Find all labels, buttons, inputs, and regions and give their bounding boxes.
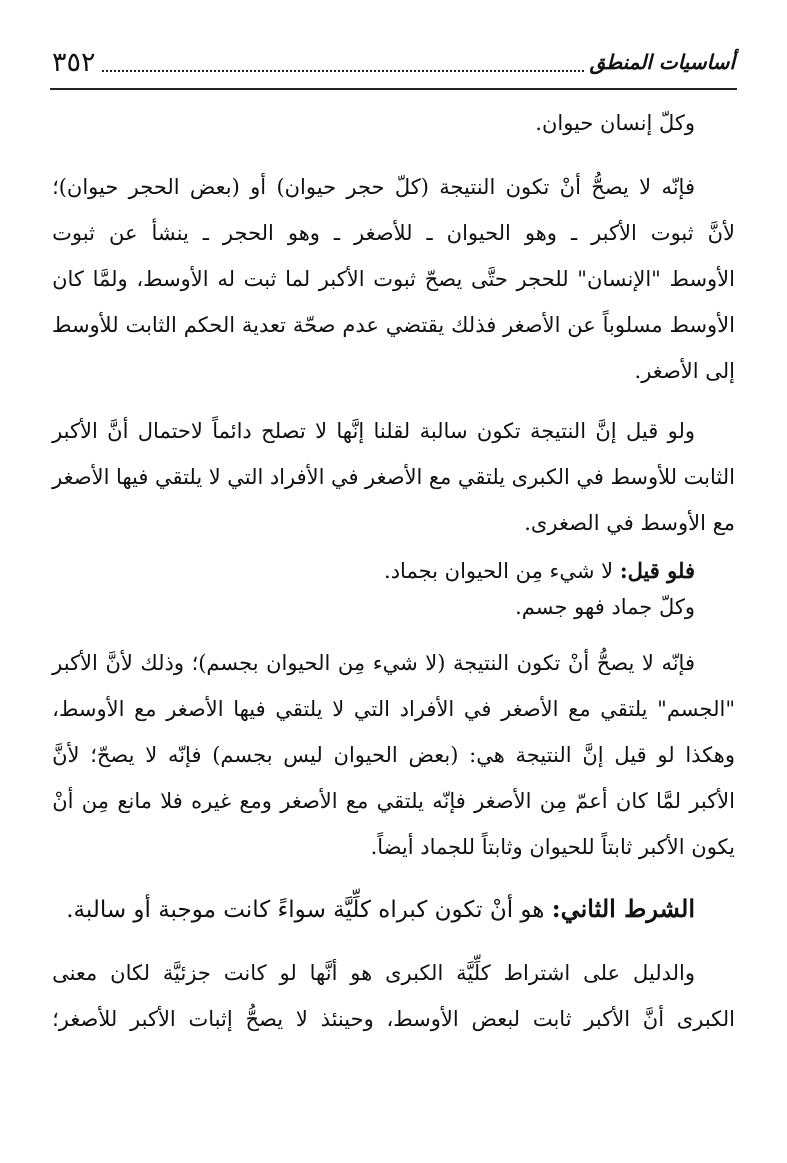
word: لكان bbox=[110, 961, 150, 985]
word: لا bbox=[315, 419, 328, 443]
word: معنى bbox=[52, 961, 98, 985]
word: مع bbox=[568, 697, 591, 721]
word: مع bbox=[134, 697, 157, 721]
word: إنَّ bbox=[582, 743, 604, 767]
word: الأكبر bbox=[130, 1007, 176, 1031]
word: يصحُّ bbox=[596, 651, 635, 675]
word: للحجر bbox=[516, 267, 569, 291]
word: أنَّ bbox=[107, 419, 129, 443]
word: التي bbox=[227, 465, 264, 489]
word: الثابت bbox=[125, 313, 177, 337]
word: الأوسط، bbox=[136, 267, 209, 291]
text-line: يكون الأكبر ثابتاً للحيوان وثابتاً للجماد أيضاً. bbox=[370, 835, 735, 859]
word: (لا bbox=[425, 651, 446, 675]
word: الأصغر bbox=[166, 697, 224, 721]
word: لا bbox=[641, 651, 654, 675]
word: بجسم) bbox=[212, 743, 273, 767]
word: التي bbox=[353, 697, 390, 721]
word: لمَّا bbox=[656, 789, 681, 813]
word: يلتقي bbox=[376, 789, 424, 813]
word: يصحُّ bbox=[245, 1007, 284, 1031]
word: ولو bbox=[667, 419, 695, 443]
word: ليس bbox=[283, 743, 323, 767]
word: لا bbox=[639, 175, 652, 199]
word: حيوان)؛ bbox=[52, 175, 119, 199]
word: يقتضي bbox=[385, 313, 445, 337]
word: الحيوان bbox=[446, 221, 511, 245]
text-line bbox=[52, 742, 735, 788]
word: لو bbox=[657, 743, 675, 767]
word: تكون bbox=[505, 175, 550, 199]
word: تعدية bbox=[241, 313, 287, 337]
word: يلتقي bbox=[275, 697, 323, 721]
word: ـ bbox=[202, 221, 209, 245]
word: الأصغر bbox=[501, 697, 559, 721]
word: له bbox=[217, 267, 235, 291]
word: هو bbox=[350, 961, 373, 985]
word: لا bbox=[295, 1007, 308, 1031]
word: وحينئذ bbox=[320, 1007, 374, 1031]
word: ـ bbox=[333, 221, 341, 245]
word: لبعض bbox=[471, 1007, 521, 1031]
word: الأكبر bbox=[584, 1007, 631, 1031]
word: مِن bbox=[337, 651, 366, 675]
condition-heading-line bbox=[52, 894, 735, 952]
word: مانع bbox=[117, 789, 152, 813]
text-line: إلى الأصغر. bbox=[634, 359, 735, 383]
word: أنْ bbox=[52, 789, 74, 813]
word: ـ bbox=[570, 221, 578, 245]
word: ثبت bbox=[243, 267, 277, 291]
word: لأنَّ bbox=[52, 743, 80, 767]
paragraph-2 bbox=[52, 418, 735, 556]
word: في bbox=[576, 465, 604, 489]
word: لا bbox=[208, 465, 221, 489]
example-lead: فلو قيل: bbox=[619, 558, 695, 583]
word: تصلح bbox=[261, 419, 306, 443]
word: قيل bbox=[625, 419, 659, 443]
word: الأوسط، bbox=[386, 1007, 459, 1031]
word: الأفراد bbox=[269, 465, 325, 489]
word: وهو bbox=[524, 221, 557, 245]
word: لأنَّ bbox=[105, 651, 133, 675]
word: الأكبر bbox=[318, 267, 365, 291]
word: ثبوت bbox=[650, 221, 694, 245]
word: الأوسط، bbox=[52, 697, 125, 721]
word: ثبوت bbox=[373, 267, 417, 291]
word: الكبرى bbox=[511, 465, 570, 489]
word: الأكبر bbox=[52, 419, 98, 443]
text-line bbox=[52, 174, 735, 220]
leader-dots bbox=[102, 69, 584, 72]
word: الأكبر bbox=[591, 221, 637, 245]
condition-text: هو أنْ تكون كبراه كلِّيَّة سواءً كانت موجبة أو سالبة. bbox=[66, 897, 545, 923]
word: يلتقي bbox=[154, 465, 203, 489]
word: فإنّه bbox=[432, 789, 466, 813]
word: للأصغر؛ bbox=[52, 1007, 118, 1031]
word: ـ bbox=[426, 221, 433, 245]
word: اشتراط bbox=[503, 961, 571, 985]
word: مِن bbox=[539, 789, 567, 813]
word: فيها bbox=[233, 697, 266, 721]
word: عن bbox=[567, 313, 596, 337]
word: النتيجة bbox=[515, 743, 572, 767]
word: لا bbox=[332, 697, 345, 721]
word: أنَّ bbox=[642, 1007, 665, 1031]
word: فإنّه bbox=[167, 743, 202, 767]
word: تكون bbox=[476, 419, 521, 443]
running-title: أساسيات المنطق bbox=[589, 50, 735, 74]
word: أنْ bbox=[567, 651, 590, 675]
word: كلِّيَّة bbox=[456, 961, 491, 985]
text-line bbox=[52, 266, 735, 312]
word: النتيجة bbox=[452, 651, 510, 675]
word: في bbox=[463, 697, 492, 721]
word: بجسم)؛ bbox=[191, 651, 259, 675]
paragraph-3 bbox=[52, 650, 735, 880]
word: ولمَّا bbox=[92, 267, 128, 291]
word: لا bbox=[145, 743, 158, 767]
page-number: ٣٥٢ bbox=[52, 46, 96, 78]
word: الأوسط bbox=[669, 313, 735, 337]
text-line bbox=[52, 1006, 735, 1052]
word: جزئيَّة bbox=[162, 961, 211, 985]
word: ينشأ bbox=[151, 221, 189, 245]
word: والدليل bbox=[632, 961, 695, 985]
word: ثابت bbox=[532, 1007, 572, 1031]
word: النتيجة bbox=[439, 175, 496, 199]
word: فإنّه bbox=[661, 175, 695, 199]
word: الكبرى bbox=[676, 1007, 735, 1031]
text-line: مع الأوسط في الصغرى. bbox=[524, 511, 735, 535]
word: (بعض bbox=[408, 743, 459, 767]
word: دائماً bbox=[212, 419, 252, 443]
text-line bbox=[52, 960, 735, 1006]
word: ثبوت bbox=[52, 221, 95, 245]
word: مع bbox=[345, 789, 369, 813]
word: على bbox=[583, 961, 621, 985]
header-rule bbox=[50, 88, 737, 90]
word: يلتقي bbox=[600, 697, 648, 721]
example-premise-2: وكلّ جماد فهو جسم. bbox=[515, 595, 695, 619]
example-line-1 bbox=[52, 558, 735, 594]
word: تكون bbox=[516, 651, 561, 675]
word: أو bbox=[250, 175, 267, 199]
word: عدم bbox=[342, 313, 379, 337]
word: "الإنسان" bbox=[577, 267, 661, 291]
word: للأوسط bbox=[52, 313, 119, 337]
word: كان bbox=[52, 267, 84, 291]
word: مسلوباً bbox=[602, 313, 663, 337]
word: الأصغر bbox=[503, 313, 561, 337]
word: أنَّها bbox=[309, 961, 338, 985]
word: كان bbox=[615, 789, 648, 813]
word: أعمّ bbox=[575, 789, 608, 813]
word: (كلّ bbox=[394, 175, 429, 199]
word: قيل bbox=[614, 743, 647, 767]
word: ومع bbox=[239, 789, 272, 813]
page-header bbox=[52, 40, 735, 84]
word: الأصغر bbox=[52, 465, 110, 489]
word: الأصغر bbox=[474, 789, 532, 813]
word: سالبة bbox=[419, 419, 468, 443]
word: الحكم bbox=[183, 313, 236, 337]
word: الأوسط bbox=[669, 267, 735, 291]
word: حجر bbox=[346, 175, 385, 199]
word: يصحُّ bbox=[591, 175, 629, 199]
text-line bbox=[52, 696, 735, 742]
text-line bbox=[52, 650, 735, 696]
word: الحيوان bbox=[266, 651, 331, 675]
word: الأكبر bbox=[52, 651, 98, 675]
text-line bbox=[52, 312, 735, 358]
word: غيره bbox=[191, 789, 232, 813]
condition-lead: الشرط الثاني: bbox=[551, 894, 695, 923]
word: حتَّى bbox=[471, 267, 508, 291]
word: كانت bbox=[223, 961, 267, 985]
word: فلا bbox=[160, 789, 183, 813]
word: مِن bbox=[81, 789, 110, 813]
word: النتيجة bbox=[529, 419, 587, 443]
word: عن bbox=[108, 221, 138, 245]
word: فذلك bbox=[451, 313, 497, 337]
word: (بعض bbox=[189, 175, 240, 199]
word: وهكذا bbox=[685, 743, 735, 767]
word: الحجر bbox=[222, 221, 274, 245]
word: هي: bbox=[469, 743, 505, 767]
word: "الجسم" bbox=[657, 697, 735, 721]
word: فيها bbox=[115, 465, 149, 489]
word: شيء bbox=[372, 651, 418, 675]
text-line bbox=[52, 418, 735, 464]
example-premise-1: لا شيء مِن الحيوان بجماد. bbox=[384, 559, 614, 583]
word: إنَّها bbox=[336, 419, 365, 443]
word: في bbox=[330, 465, 359, 489]
word: لأنَّ bbox=[707, 221, 735, 245]
word: يصحّ؛ bbox=[90, 743, 135, 767]
word: الأكبر bbox=[689, 789, 735, 813]
word: الأصغر bbox=[365, 465, 423, 489]
word: للأصغر bbox=[354, 221, 413, 245]
word: الأفراد bbox=[399, 697, 455, 721]
word: إنَّ bbox=[595, 419, 617, 443]
word: لما bbox=[285, 267, 311, 291]
word: الثابت bbox=[683, 465, 735, 489]
text-line bbox=[52, 220, 735, 266]
word: للأوسط bbox=[610, 465, 678, 489]
text-line: وكلّ إنسان حيوان. bbox=[535, 111, 695, 135]
word: أنْ bbox=[559, 175, 581, 199]
word: إثبات bbox=[188, 1007, 233, 1031]
word: الكبرى bbox=[385, 961, 444, 985]
word: الحيوان bbox=[333, 743, 398, 767]
word: لاحتمال bbox=[137, 419, 203, 443]
word: مع bbox=[428, 465, 452, 489]
word: الأصغر bbox=[280, 789, 338, 813]
text-line bbox=[52, 788, 735, 834]
page-body bbox=[52, 110, 735, 1052]
word: يصحّ bbox=[424, 267, 463, 291]
text-line bbox=[52, 464, 735, 510]
word: وذلك bbox=[140, 651, 184, 675]
word: صحّة bbox=[292, 313, 336, 337]
word: حيوان) bbox=[276, 175, 337, 199]
word: فإنّه bbox=[661, 651, 695, 675]
word: وهو bbox=[287, 221, 320, 245]
word: لقلنا bbox=[373, 419, 411, 443]
word: الحجر bbox=[128, 175, 180, 199]
paragraph-1 bbox=[52, 174, 735, 404]
word: لو bbox=[279, 961, 297, 985]
word: يلتقي bbox=[457, 465, 506, 489]
paragraph-4 bbox=[52, 960, 735, 1052]
